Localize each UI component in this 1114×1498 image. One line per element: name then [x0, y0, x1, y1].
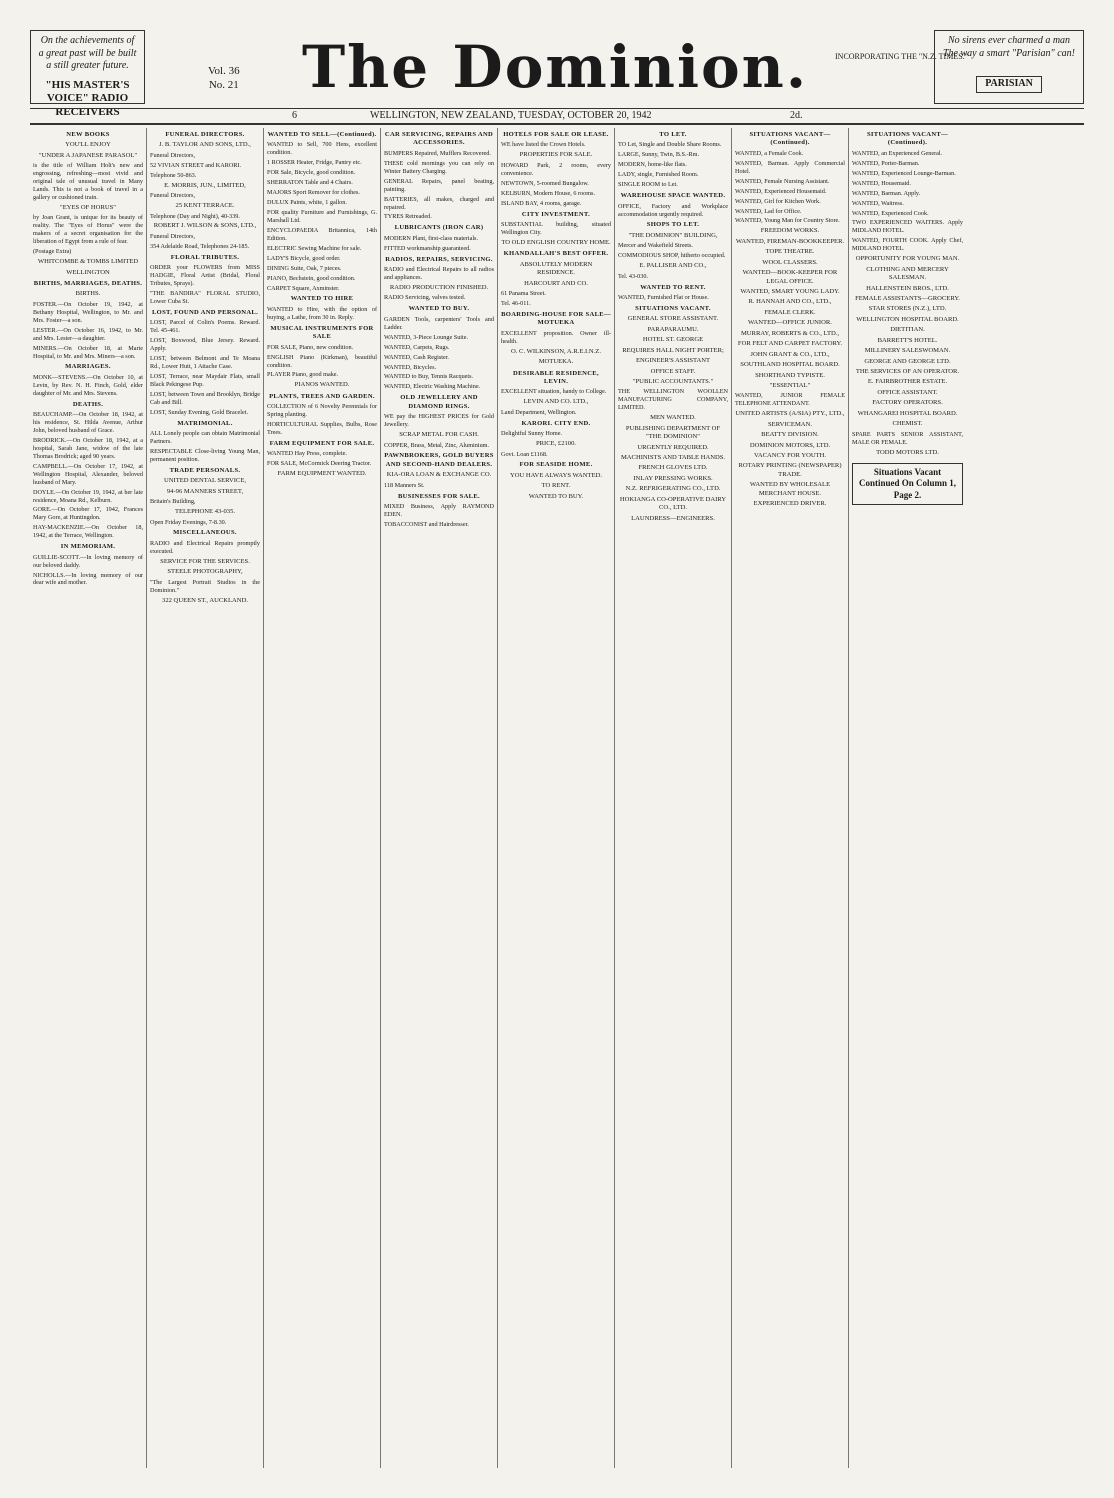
classified-item: MIXED Business, Apply RAYMOND EDEN.: [384, 503, 494, 519]
section-heading: MUSICAL INSTRUMENTS FOR SALE: [270, 324, 374, 341]
newspaper-column: [381, 128, 498, 1468]
classified-item: VACANCY FOR YOUTH.: [753, 452, 827, 459]
classified-item: UNITED ARTISTS (A/SIA) PTY., LTD.,: [735, 410, 845, 418]
newspaper-column: [30, 128, 147, 1468]
classified-item: MEN WANTED.: [650, 414, 696, 422]
classified-item: MILLINERY SALESWOMAN.: [864, 347, 951, 355]
left-ear-advertisement: [30, 30, 145, 118]
continued-notice-box: Situations Vacant Continued On Column 1, Page 2.: [852, 463, 963, 506]
classified-item: FEMALE CLERK.: [764, 308, 816, 316]
classified-item: LADY'S Bicycle, good order.: [267, 254, 341, 262]
classified-item: FOR Sale, Bicycle, good condition.: [267, 169, 356, 177]
classified-item: Land Department, Wellington.: [501, 408, 577, 416]
classified-item: LOST, between Belmont and Te Moana Rd., Lower Hutt, 1 Attache Case.: [150, 355, 260, 370]
classified-item: FOR FELT AND CARPET FACTORY.: [737, 340, 843, 348]
classified-item: YOU HAVE ALWAYS WANTED.: [509, 471, 603, 479]
left-ear-brand: "HIS MASTER'S VOICE" RADIO RECEIVERS: [45, 78, 130, 118]
classified-item: WANTED, Young Man for Country Store.: [735, 217, 840, 225]
classified-item: MOTUEKA.: [538, 358, 574, 366]
section-heading: WANTED TO HIRE: [290, 295, 354, 303]
classified-item: HAY-MACKENZIE.—On October 18, 1942, at the Terrace, Wellington.: [33, 524, 143, 540]
section-heading: IN MEMORIAM.: [60, 543, 116, 551]
classified-item: BEATTY DIVISION.: [761, 431, 819, 439]
classified-item: TYRES Retreaded.: [384, 213, 432, 221]
classified-item: WANTED, Housemaid.: [852, 179, 911, 187]
section-heading: SITUATIONS VACANT—(Continued).: [866, 131, 949, 147]
classified-item: RADIO Servicing, valves tested.: [384, 294, 466, 302]
classified-item: EXCELLENT situation, handy to College.: [501, 388, 607, 396]
classified-item: BEAUCHAMP.—On October 18, 1942, at his residence, St. Hilda Avenue, Arthur John, beloved husband of Grace.: [33, 411, 143, 434]
classified-item: O. C. WILKINSON, A.R.E.I.N.Z.: [511, 347, 601, 355]
classified-item: by Joan Grant, is unique for its beauty of reality. The "Eyes of Horus" were the makers of a secret organisation for the liberation of Egypt from a rule of fear.: [33, 214, 143, 246]
newspaper-column: [732, 128, 849, 1468]
classified-item: KIA-ORA LOAN & EXCHANGE CO.: [386, 471, 492, 479]
classified-item: REQUIRES HALL NIGHT PORTER;: [622, 346, 724, 354]
classified-item: WANTED, Female Nursing Assistant.: [735, 177, 830, 185]
section-heading: BUSINESSES FOR SALE.: [397, 492, 481, 500]
classified-item: JOHN GRANT & CO., LTD.,: [750, 350, 830, 358]
incorporating-note: INCORPORATING THE "N.Z. TIMES.": [835, 52, 968, 61]
classified-item: ROBERT J. WILSON & SONS, LTD.,: [153, 222, 257, 230]
classified-item: SINGLE ROOM to Let.: [618, 181, 678, 189]
classified-item: COPPER, Brass, Metal, Zinc, Aluminium.: [384, 441, 490, 449]
classified-item: TOPE THEATRE.: [765, 248, 815, 256]
classified-item: Open Friday Evenings, 7-8.30.: [150, 518, 227, 526]
classified-item: TELEPHONE 43-035.: [174, 508, 236, 516]
classified-item: MINERS.—On October 18, at Marie Hospital, to Mr. and Mrs. Miners—a son.: [33, 344, 143, 360]
classified-item: GARDEN Tools, carpenters' Tools and Ladder.: [384, 315, 494, 331]
classified-item: ELECTRIC Sewing Machine for sale.: [267, 244, 362, 252]
classified-item: SOUTHLAND HOSPITAL BOARD.: [740, 361, 840, 369]
classified-item: LOST, Boxwood, Blue Jersey. Reward. Apply.: [150, 337, 260, 353]
classified-item: Britain's Building,: [150, 498, 196, 506]
classified-item: WELLINGTON HOSPITAL BOARD.: [856, 315, 959, 323]
classified-item: DOMINION MOTORS, LTD.: [749, 441, 831, 449]
classified-item: DULUX Paints, white, 1 gallon.: [267, 199, 347, 207]
classified-item: STEELE PHOTOGRAPHY,: [167, 568, 243, 576]
section-heading: MARRIAGES.: [65, 363, 111, 371]
classified-item: WHITCOMBE & TOMBS LIMITED: [37, 258, 139, 266]
classified-item: 354 Adelaide Road, Telephones 24-185.: [150, 242, 250, 250]
classified-item: OFFICE STAFF.: [650, 367, 696, 375]
classified-item: E. PALLISER AND CO.,: [639, 262, 707, 270]
classified-item: FARM EQUIPMENT WANTED.: [277, 470, 367, 478]
classified-item: THE SERVICES OF AN OPERATOR.: [855, 368, 960, 375]
classified-item: FEMALE ASSISTANTS—GROCERY.: [855, 294, 960, 302]
classified-item: KELBURN, Modern House, 6 rooms.: [501, 189, 596, 197]
classified-item: WANTED, Girl for Kitchen Work.: [735, 197, 821, 205]
classified-item: WANTED, Furnished Flat or House.: [618, 294, 709, 301]
classified-item: CARPET Square, Axminster.: [267, 284, 340, 292]
classified-item: PUBLISHING DEPARTMENT OF "THE DOMINION": [625, 424, 721, 441]
section-heading: WANTED TO BUY.: [408, 305, 470, 313]
classified-item: ENGLISH Piano (Kirkman), beautiful condition.: [267, 353, 377, 369]
page-number: 6: [292, 110, 297, 121]
classified-item: LADY, single, Furnished Room.: [618, 171, 699, 179]
newspaper-column: [264, 128, 381, 1468]
classified-item: TWO EXPERIENCED WAITERS. Apply MIDLAND HOTEL.: [852, 219, 963, 235]
classified-item: TO Let, Single and Double Share Rooms.: [618, 141, 722, 149]
section-heading: CAR SERVICING, REPAIRS AND ACCESSORIES.: [384, 131, 494, 147]
right-ear-line: The way a smart "Parisian" can!: [942, 47, 1075, 59]
classified-item: MONK—STEVENS.—On October 10, at Levin, by Rev. N. H. Finch, Gold, elder daughter of Mr. and Mrs. Stevens.: [33, 373, 143, 397]
section-heading: WANTED TO SELL—(Continued).: [267, 131, 377, 138]
classified-item: "EYES OF HORUS": [60, 204, 116, 211]
classified-item: BRODRICK.—On October 18, 1942, at a hospital, Sarah Jane, widow of the late Thomas Brodrick; aged 90 years.: [33, 436, 143, 460]
classified-item: FOR quality Furniture and Furnishings, G. Marshall Ltd.: [267, 209, 377, 224]
classified-item: TO OLD ENGLISH COUNTRY HOME.: [501, 238, 611, 246]
classified-item: ABSOLUTELY MODERN RESIDENCE.: [519, 260, 593, 277]
classified-item: FOR SALE, McCormick Deering Tractor.: [267, 460, 372, 468]
classified-item: 322 QUEEN ST., AUCKLAND.: [162, 596, 248, 604]
classified-item: GORE.—On October 17, 1942, Frances Mary Gore, at Huntingdon.: [33, 506, 143, 522]
right-ear-line: No sirens ever charmed a man: [947, 35, 1071, 46]
vol-label: Vol. 36: [208, 65, 240, 77]
classified-item: Govt. Loan £1168.: [501, 450, 548, 458]
classified-item: LEVIN AND CO. LTD.,: [523, 398, 589, 406]
classified-item: "THE BANDIRA" FLORAL STUDIO, Lower Cuba St.: [150, 290, 260, 305]
classified-item: GUILLIE-SCOTT.—In loving memory of our beloved daddy.: [33, 553, 143, 569]
classified-item: Telephone (Day and Night), 40-339.: [150, 212, 240, 220]
classified-item: BUMPERS Repaired, Mufflers Recovered.: [384, 149, 491, 157]
classified-item: WANTED, a Female Cook.: [735, 149, 804, 157]
section-heading: WAREHOUSE SPACE WANTED.: [620, 192, 726, 200]
section-heading: OLD JEWELLERY AND DIAMOND RINGS.: [400, 394, 478, 410]
classified-item: WANTED, Lad for Office.: [735, 207, 802, 215]
classified-item: THESE cold mornings you can rely on Winter Battery Charging.: [384, 159, 494, 175]
classified-item: Funeral Directors,: [150, 151, 196, 159]
classified-item: GEORGE AND GEORGE LTD.: [864, 357, 951, 365]
classified-item: WELLINGTON: [66, 268, 110, 276]
section-heading: BOARDING-HOUSE FOR SALE—MOTUEKA: [501, 310, 611, 327]
classified-item: PIANO, Bechstein, good condition.: [267, 274, 356, 282]
classified-item: MODERN Plant, first-class materials.: [384, 234, 478, 242]
classified-item: CAMPBELL.—On October 17, 1942, at Wellington Hospital, Alexander, beloved husband of Mary.: [33, 462, 143, 486]
section-heading: SITUATIONS VACANT—(Continued).: [749, 131, 831, 147]
classified-item: WANTED BY WHOLESALE MERCHANT HOUSE.: [749, 481, 831, 497]
classified-item: EXPERIENCED DRIVER.: [753, 500, 827, 508]
classified-item: ROTARY PRINTING (NEWSPAPER) TRADE.: [738, 462, 842, 478]
classified-item: ENCYCLOPAEDIA Britannica, 14th Edition.: [267, 226, 377, 242]
classified-item: COMMODIOUS SHOP, hitherto occupied.: [618, 252, 726, 260]
section-heading: TRADE PERSONALS.: [169, 466, 241, 474]
right-ear-brand: PARISIAN: [976, 76, 1042, 93]
classified-item: TOBACCONIST and Hairdresser.: [384, 521, 469, 528]
classified-item: RADIO and Electrical Repairs to all radios and appliances.: [384, 266, 494, 282]
classified-item: 1 ROSSER Heater, Fridge, Pantry etc.: [267, 159, 362, 167]
classified-item: SERVICEMAN.: [768, 420, 812, 428]
classified-item: PRICE, £2100.: [535, 440, 577, 448]
dateline: [30, 108, 1084, 125]
classified-item: WANTED, Electric Washing Machine.: [384, 383, 481, 391]
section-heading: MATRIMONIAL.: [177, 419, 233, 427]
classified-item: YOU'LL ENJOY: [65, 141, 111, 149]
classified-item: LOST, Sunday Evening, Gold Bracelet.: [150, 408, 249, 416]
classified-item: 52 VIVIAN STREET and KARORI.: [150, 161, 242, 169]
classified-item: FRENCH GLOVES LTD.: [638, 464, 708, 472]
date-text: WELLINGTON, NEW ZEALAND, TUESDAY, OCTOBER 20, 1942: [370, 110, 652, 121]
classified-item: MODERN, home-like flats.: [618, 161, 687, 169]
classified-item: COLLECTION of 6 Novelty Perennials for Spring planting.: [267, 403, 377, 419]
classified-item: WANTED, 3-Piece Lounge Suite.: [384, 333, 469, 341]
classified-item: 94-96 MANNERS STREET,: [166, 487, 244, 495]
left-ear-line: a still greater future.: [46, 60, 129, 71]
classified-item: HOKIANGA CO-OPERATIVE DAIRY CO., LTD.: [619, 495, 727, 512]
classified-item: LAUNDRESS—ENGINEERS.: [631, 514, 715, 522]
classified-item: "The Largest Portrait Studios in the Dominion.": [150, 578, 260, 594]
classified-item: Funeral Directors,: [150, 192, 196, 200]
classified-item: WANTED, FOURTH COOK. Apply Chef, MIDLAND HOTEL.: [852, 237, 963, 253]
classified-item: WANTED, Cash Register.: [384, 353, 449, 361]
classified-item: HOTEL ST. GEORGE: [642, 336, 704, 344]
issue-label: No. 21: [208, 79, 239, 92]
classified-item: WANTED—OFFICE JUNIOR.: [748, 319, 832, 327]
classified-item: TODD MOTORS LTD.: [876, 448, 939, 456]
classified-item: MACHINISTS AND TABLE HANDS.: [620, 454, 726, 461]
classified-item: RADIO and Electrical Repairs promptly executed.: [150, 539, 260, 555]
classified-item: WANTED TO BUY.: [528, 492, 584, 500]
classified-item: (Postage Extra): [33, 248, 72, 256]
classified-item: Tel. 43-030.: [618, 272, 648, 280]
classified-item: WANTED, Carpets, Rugs.: [384, 343, 450, 351]
classified-item: Telephone 50-863.: [150, 171, 197, 179]
classified-item: ALL Lonely people can obtain Matrimonial Partners.: [150, 430, 260, 445]
classified-item: WANTED, Barman. Apply.: [852, 189, 921, 197]
section-heading: DESIRABLE RESIDENCE, LEVIN.: [513, 369, 599, 385]
section-heading: TO LET.: [659, 131, 687, 138]
classified-item: BARRETT'S HOTEL.: [877, 336, 938, 344]
classified-item: WANTED, an Experienced General.: [852, 149, 943, 157]
classified-item: MURRAY, ROBERTS & CO., LTD.,: [740, 329, 840, 337]
classified-item: EXCELLENT proposition. Owner ill-health.: [501, 329, 611, 345]
classified-item: PARAPARAUMU.: [647, 325, 699, 333]
newspaper-column: [498, 128, 615, 1468]
classified-item: BATTERIES, all makes, charged and repaired.: [384, 195, 494, 211]
classified-item: WANTED to Sell, 700 Hens, excellent condition.: [267, 141, 377, 157]
classified-item: WANTED, Porter-Barman.: [852, 159, 920, 167]
classified-item: LARGE, Sunny, Twin, B.S.-Rm.: [618, 151, 700, 159]
classified-item: GENERAL Repairs, panel beating, painting.: [384, 177, 494, 193]
classified-item: N.Z. REFRIGERATING CO., LTD.: [625, 485, 721, 493]
classified-item: HORTICULTURAL Supplies, Bulbs, Rose Trees.: [267, 421, 377, 437]
classified-item: RADIO PRODUCTION FINISHED.: [389, 284, 489, 291]
classified-item: FACTORY OPERATORS.: [872, 399, 943, 407]
classified-item: WANTED, Experienced Lounge-Barman.: [852, 169, 956, 177]
left-ear-line: On the achievements of: [40, 35, 135, 46]
classified-item: WANTED to Hire, with the option of buying, a Lathe, from 30 in. Reply.: [267, 305, 377, 321]
classified-item: WANTED, Experienced Housemaid.: [735, 187, 827, 195]
classified-item: Funeral Directors,: [150, 232, 196, 240]
classified-item: R. HANNAH AND CO., LTD.,: [748, 298, 832, 306]
classified-item: DINING Suite, Oak, 7 pieces.: [267, 264, 342, 272]
classified-item: "PUBLIC ACCOUNTANTS.": [632, 378, 714, 385]
classified-item: PROPERTIES FOR SALE.: [519, 151, 593, 159]
section-heading: HOTELS FOR SALE OR LEASE.: [503, 131, 609, 138]
classified-item: ORDER your FLOWERS from MISS HADGIE, Floral Artist (Bridal, Floral Tributes, Sprays).: [150, 264, 260, 288]
classified-item: WANTED to Buy, Tennis Racquets.: [384, 373, 474, 381]
classified-item: FITTED workmanship guaranteed.: [384, 244, 471, 252]
section-heading: SHOPS TO LET.: [646, 221, 700, 229]
classified-item: WANTED, FIREMAN-BOOKKEEPER.: [735, 237, 845, 245]
classified-item: OFFICE, Factory and Workplace accommodation urgently required.: [618, 202, 728, 218]
price: 2d.: [790, 110, 803, 121]
classified-item: WHANGAREI HOSPITAL BOARD.: [857, 409, 958, 417]
classified-item: SHORTHAND TYPISTE.: [755, 371, 825, 379]
classified-item: WANTED, Barman. Apply Commercial Hotel.: [735, 159, 845, 175]
classified-item: WANTED, JUNIOR FEMALE TELEPHONE ATTENDANT.: [735, 392, 845, 408]
classified-item: WOOL CLASSERS.: [762, 258, 818, 266]
classified-item: LOST, Parcel of Colin's Poems. Reward. Tel. 45-461.: [150, 319, 260, 335]
classified-item: OFFICE ASSISTANT.: [877, 388, 938, 396]
classified-item: Delightful Sunny Home.: [501, 430, 563, 438]
classified-item: LOST, Terrace, near Maydair Flats, small Black Pekingese Pup.: [150, 372, 260, 388]
classified-item: 25 KENT TERRACE.: [175, 202, 235, 210]
classified-item: is the title of William Holt's new and engrossing, refreshing—most vivid and original tale of unusual travel in Many Lands. This is not a book of travel in a gallery or cushioned train.: [33, 162, 143, 202]
section-heading: BIRTHS, MARRIAGES, DEATHS.: [33, 280, 143, 287]
classified-item: ENGINEER'S ASSISTANT: [635, 357, 711, 365]
classified-item: "UNDER A JAPANESE PARASOL": [38, 151, 138, 159]
classified-item: RESPECTABLE Close-living Young Man, permanent position.: [150, 447, 260, 463]
classified-item: WANTED, SMART YOUNG LADY.: [740, 288, 840, 295]
section-heading: MISCELLANEOUS.: [173, 529, 237, 537]
classified-item: FOR SALE, Piano, new condition.: [267, 343, 354, 351]
classified-item: OPPORTUNITY FOR YOUNG MAN.: [855, 255, 960, 263]
classified-item: HOWARD Park, 2 rooms, every convenience.: [501, 161, 611, 177]
section-heading: CITY INVESTMENT.: [521, 210, 591, 218]
section-heading: DEATHS.: [72, 400, 104, 408]
classified-item: PIANOS WANTED.: [294, 381, 350, 389]
section-heading: SITUATIONS VACANT.: [635, 304, 711, 312]
classified-item: WANTED, Bicycles.: [384, 363, 437, 371]
newspaper-column: [147, 128, 264, 1468]
classified-item: SERVICE FOR THE SERVICES.: [160, 557, 250, 565]
classified-item: THE WELLINGTON WOOLLEN MANUFACTURING COMPANY, LIMITED.: [618, 388, 728, 412]
classified-item: MAJORS Sport Remover for clothes.: [267, 189, 360, 197]
classified-item: FOSTER.—On October 19, 1942, at Bethany Hospital, Wellington, to Mr. and Mrs. Foster—a son.: [33, 300, 143, 324]
classified-item: WANTED, Experienced Cook.: [852, 209, 929, 217]
classified-item: E. FAIRBROTHER ESTATE.: [867, 378, 948, 386]
classified-item: NICHOLLS.—In loving memory of our dear wife and mother.: [33, 571, 143, 587]
columns-container: [30, 128, 1084, 1468]
newspaper-title: The Dominion.: [301, 33, 809, 101]
classified-item: Tel. 46-011.: [501, 299, 531, 307]
newspaper-column: [615, 128, 732, 1468]
classified-item: DIETITIAN.: [890, 326, 925, 334]
classified-item: E. MORRIS, JUN., LIMITED,: [164, 181, 246, 189]
section-heading: PAWNBROKERS, GOLD BUYERS AND SECOND-HAND DEALERS.: [384, 452, 494, 468]
classified-item: J. B. TAYLOR AND SONS, LTD.,: [159, 141, 251, 149]
left-ear-line: a great past will be built: [38, 47, 137, 59]
classified-item: NEWTOWN, 5-roomed Bungalow.: [501, 179, 589, 187]
section-heading: KARORI. CITY END.: [521, 419, 591, 427]
section-heading: PLANTS, TREES AND GARDEN.: [269, 392, 375, 400]
classified-item: TO RENT.: [541, 482, 571, 490]
section-heading: KHANDALLAH'S BEST OFFER.: [503, 250, 609, 258]
classified-item: 61 Panama Street.: [501, 290, 546, 297]
section-heading: WANTED TO RENT.: [640, 283, 706, 291]
classified-item: SCRAP METAL FOR CASH.: [399, 431, 479, 439]
classified-item: "THE DOMINION" BUILDING,: [628, 231, 718, 239]
classified-item: CLOTHING AND MERCERY SALESMAN.: [866, 265, 949, 282]
right-ear-advertisement: [934, 30, 1084, 104]
section-heading: LOST, FOUND AND PERSONAL.: [151, 308, 259, 316]
classified-item: STAR STORES (N.Z.), LTD.: [868, 305, 947, 313]
classified-item: 118 Manners St.: [384, 481, 425, 489]
section-heading: FLORAL TRIBUTES.: [170, 253, 240, 261]
classified-item: SUBSTANTIAL building, situated Wellington City.: [501, 220, 611, 236]
classified-item: UNITED DENTAL SERVICE,: [163, 477, 247, 485]
classified-item: WE pay the HIGHEST PRICES for Gold Jewellery.: [384, 413, 494, 429]
classified-item: WANTED Hay Press, complete.: [267, 450, 347, 458]
classified-item: LESTER.—On October 16, 1942, to Mr. and Mrs. Lester—a daughter.: [33, 326, 143, 342]
classified-item: CHEMIST.: [892, 420, 923, 428]
classified-item: URGENTLY REQUIRED.: [637, 443, 709, 451]
classified-item: BIRTHS.: [75, 290, 101, 298]
classified-item: INLAY PRESSING WORKS.: [633, 474, 713, 482]
classified-item: HARCOURT AND CO.: [524, 279, 588, 287]
section-heading: NEW BOOKS: [66, 131, 110, 138]
classified-item: ISLAND BAY, 4 rooms, garage.: [501, 199, 582, 207]
classified-item: HALLENSTEIN BROS., LTD.: [866, 284, 949, 292]
volume-number: [208, 64, 240, 93]
classified-item: GENERAL STORE ASSISTANT.: [627, 315, 719, 323]
section-heading: FARM EQUIPMENT FOR SALE.: [269, 440, 375, 447]
classified-item: Mercer and Wakefield Streets.: [618, 242, 693, 250]
section-heading: RADIOS, REPAIRS, SERVICING.: [385, 255, 493, 263]
classified-item: WANTED—BOOK-KEEPER FOR LEGAL OFFICE.: [742, 269, 838, 285]
section-heading: LUBRICANTS (IRON CAR): [394, 224, 484, 232]
section-heading: FUNERAL DIRECTORS.: [165, 131, 245, 138]
classified-item: PLAYER Piano, good make.: [267, 371, 339, 379]
newspaper-column: [849, 128, 966, 1468]
classified-item: LOST, between Town and Brooklyn, Bridge Cab and Bill.: [150, 390, 260, 406]
classified-item: "ESSENTIAL": [769, 381, 811, 389]
classified-item: DOYLE.—On October 19, 1942, at her late residence, Moana Rd., Kelburn.: [33, 488, 143, 504]
classified-item: WE have listed the Crown Hotels.: [501, 141, 586, 149]
classified-item: SPARE PARTS SENIOR ASSISTANT, MALE OR FEMALE.: [852, 430, 963, 446]
classified-item: FREEDOM WORKS.: [760, 227, 820, 235]
section-heading: FOR SEASIDE HOME.: [519, 461, 593, 469]
classified-item: SHERRATON Table and 4 Chairs.: [267, 179, 353, 187]
classified-item: WANTED, Waitress.: [852, 199, 904, 207]
